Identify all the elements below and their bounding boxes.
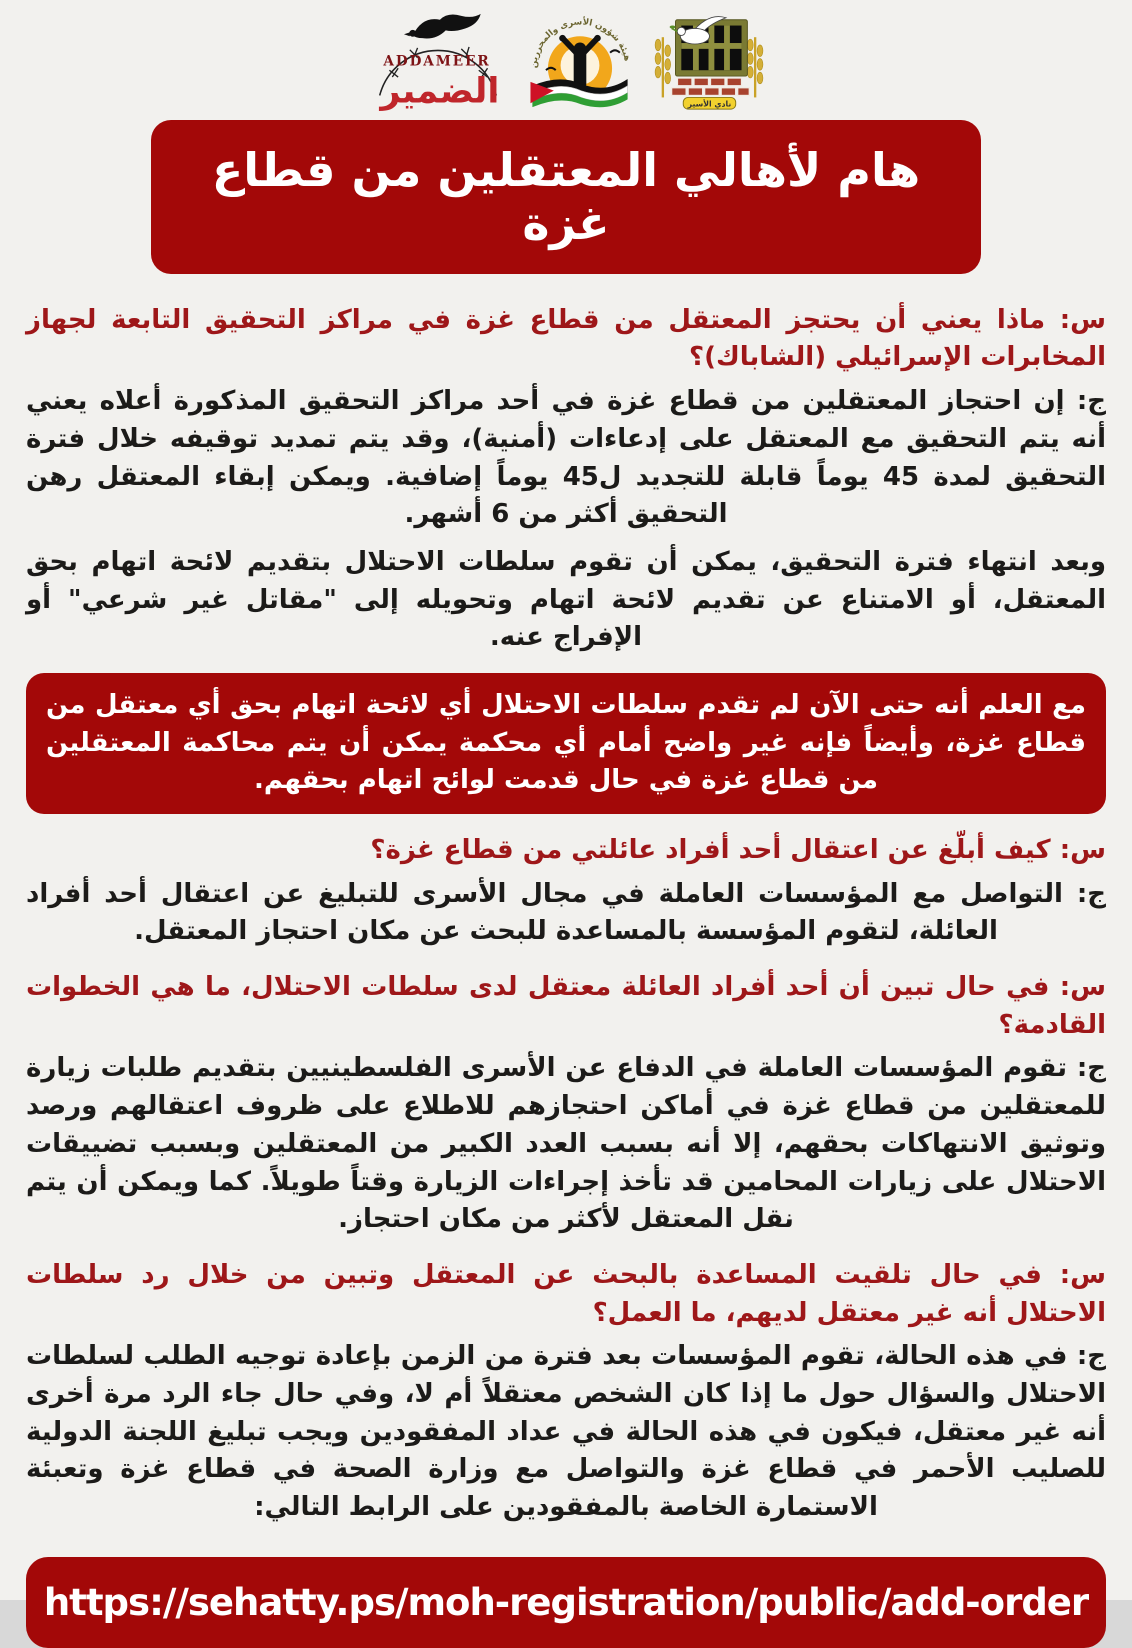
club-ribbon [683, 97, 735, 109]
addameer-wordmark: ADDAMEER [383, 53, 491, 70]
title-banner [151, 120, 981, 274]
addameer-arabic-wordmark: الضمير [380, 71, 500, 112]
prison-window-icon [675, 20, 747, 76]
highlight-text: مع العلم أنه حتى الآن لم تقدم سلطات الاحتلال أي لائحة اتهام بحق أي معتقل من قطاع غزة، وأيضاً فإنه غير واضح أمام أي محكمة يمكن أن يتم محاكمة المعتقلين من قطاع غزة في حال قدمت لوائح اتهام بحقهم. [46, 689, 1086, 796]
answer-4: ج: في هذه الحالة، تقوم المؤسسات بعد فترة من الزمن بإعادة توجيه الطلب لسلطات الاحتلال والسؤال حول ما إذا كان الشخص معتقلاً أم لا، وفي حال جاء الرد مرة أخرى أنه غير معتقل، فيكون في هذه الحالة في عداد المفقودين ويجب تبليغ اللجنة الدولية للصليب الأحمر في قطاع غزة والتواصل مع وزارة الصحة في قطاع غزة وتعبئة الاستمارة الخاصة بالمفقودين على الرابط التالي: [26, 1341, 1106, 1523]
palestinian-flag-wave-icon [530, 79, 627, 107]
answer-1-continued: وبعد انتهاء فترة التحقيق، يمكن أن تقوم سلطات الاحتلال بتقديم لائحة اتهام بحق المعتقل، أو الامتناع عن تقديم لائحة اتهام وتحويله إلى "مقاتل غير شرعي" أو الإفراج عنه. [26, 546, 1106, 653]
question-4: س: في حال تلقيت المساعدة بالبحث عن المعتقل وتبين من خلال رد سلطات الاحتلال أنه غير معتقل لديهم، ما العمل؟ [26, 1259, 1106, 1328]
addameer-logo [362, 10, 512, 112]
page-title: هام لأهالي المعتقلين من قطاع غزة [211, 143, 921, 250]
missing-persons-form-link[interactable]: https://sehatty.ps/moh-registration/public/add-order [26, 1557, 1106, 1648]
commission-of-detainees-affairs-logo [516, 10, 644, 112]
prisoners-club-logo [648, 10, 770, 112]
dove-icon [404, 14, 481, 39]
logo-row [0, 0, 1132, 112]
answer-1: ج: إن احتجاز المعتقلين من قطاع غزة في أحد مراكز التحقيق المذكورة أعلاه يعني أنه يتم التحقيق مع المعتقل على إدعاءات (أمنية)، وقد يتم تمديد توقيفه خلال فترة التحقيق لمدة 45 يوماً قابلة للتجديد ل45 يوماً إضافية. ويمكن إبقاء المعتقل رهن التحقيق أكثر من 6 أشهر. [26, 386, 1107, 530]
question-2: س: كيف أبلّغ عن اعتقال أحد أفراد عائلتي من قطاع غزة؟ [370, 835, 1106, 866]
highlight-box [26, 673, 1106, 814]
prisoners-club-ribbon-text: نادي الأسير [687, 99, 732, 109]
commission-arc-text: هيئة شؤون الأسرى والمحررين [529, 17, 632, 69]
answer-2: ج: التواصل مع المؤسسات العاملة في مجال الأسرى للتبليغ عن اعتقال أحد أفراد العائلة، لتقوم المؤسسة بالمساعدة للبحث عن مكان احتجاز المعتقل. [26, 878, 1106, 947]
answer-3: ج: تقوم المؤسسات العاملة في الدفاع عن الأسرى الفلسطينيين بتقديم طلبات زيارة للمعتقلين من قطاع غزة في أماكن احتجازهم للاطلاع على ظروف اعتقالهم ورصد وتوثيق الانتهاكات بحقهم، إلا أنه بسبب العدد الكبير من المعتقلين وبسبب تضييقات الاحتلال على زيارات المحامين قد تأخذ إجراءات الزيارة وقتاً طويلاً. كما ويمكن أن يتم نقل المعتقل لأكثر من مكان احتجاز. [26, 1053, 1106, 1235]
content [0, 274, 1132, 1648]
question-1: س: ماذا يعني أن يحتجز المعتقل من قطاع غزة في مراكز التحقيق التابعة لجهاز المخابرات الإسرائيلي (الشاباك)؟ [26, 304, 1106, 373]
question-3: س: في حال تبين أن أحد أفراد العائلة معتقل لدى سلطات الاحتلال، ما هي الخطوات القادمة؟ [26, 972, 1106, 1040]
brick-wall-icon [672, 78, 750, 95]
